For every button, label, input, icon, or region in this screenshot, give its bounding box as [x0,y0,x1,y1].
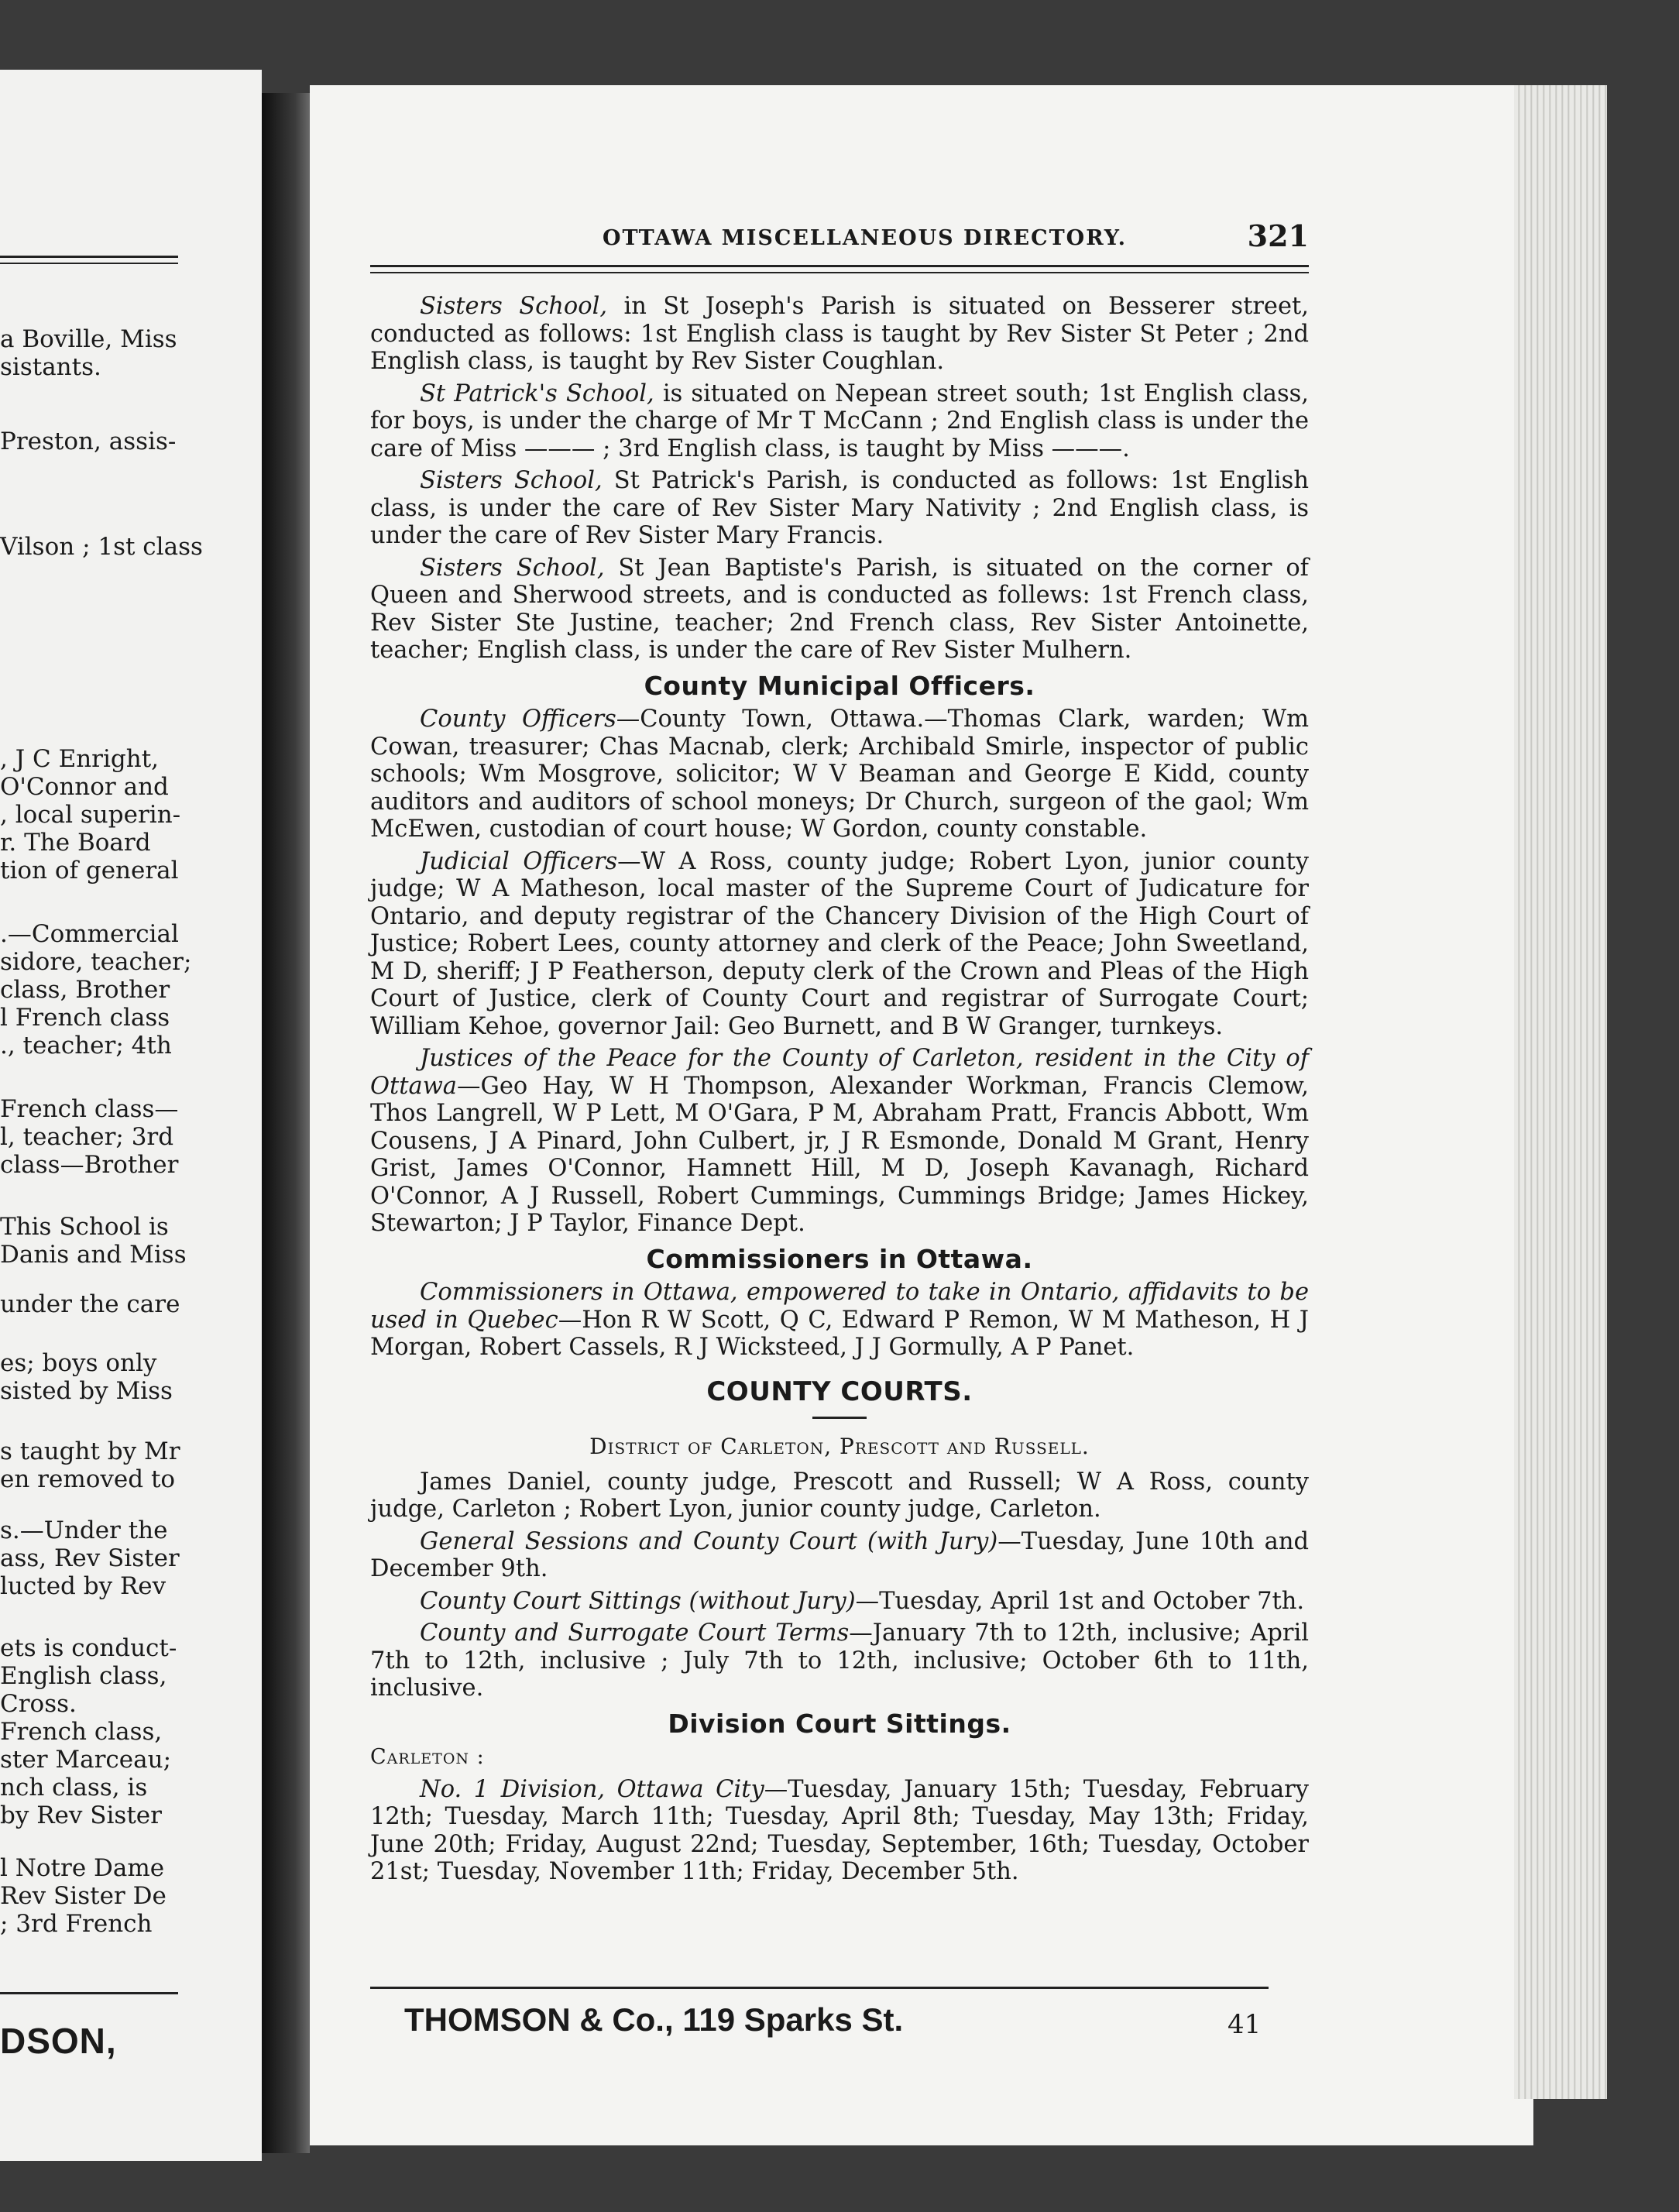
left-page-line: es; boys only [0,1349,157,1377]
left-page-footer: DSON, [0,2021,117,2061]
paragraph-sisters-school-st-patrick: Sisters School, St Patrick's Parish, is conducted as follows: 1st English class, is under the care of Rev Sister Mary Nativity ; 2nd English class, is under the care of Rev Sister Mary Francis. [370,467,1309,549]
subhead-carleton: Carleton : [370,1745,485,1769]
footer-advertisement: THOMSON & Co., 119 Sparks St. [404,2001,904,2038]
heading-county-courts: COUNTY COURTS. [706,1376,973,1407]
left-page-line: .—Commercial [0,920,179,948]
book-gutter [262,93,310,2153]
left-page-line: French class— [0,1095,179,1123]
left-page-line: l French class [0,1004,170,1032]
left-page-line: Rev Sister De [0,1882,167,1910]
paragraph-county-court-sittings: County Court Sittings (without Jury)—Tuesday, April 1st and October 7th. [420,1587,1305,1615]
left-page-line: Vilson ; 1st class [0,533,203,561]
left-page-line: s taught by Mr [0,1437,180,1465]
left-page-line: class—Brother [0,1151,179,1179]
left-page-line: sidore, teacher; [0,948,192,976]
page-header [370,218,1309,265]
paragraph-division-one: No. 1 Division, Ottawa City—Tuesday, January 15th; Tuesday, February 12th; Tuesday, March 11th; Tuesday, April 8th; Tuesday, May 13th; Friday, June 20th; Friday, August 22nd; Tuesday, September, 16th; Tuesday, October 21st; Tuesday, November 11th; Friday, December 5th. [370,1775,1309,1885]
left-page-line: r. The Board [0,829,151,857]
left-page-line: l Notre Dame [0,1854,165,1882]
paragraph-justices-of-the-peace: Justices of the Peace for the County of Carleton, resident in the City of Ottawa—Geo Hay, W H Thompson, Alexander Workman, Francis Clemow, Thos Langrell, W P Lett, M O'Gara, P M, Abraham Pratt, Francis Abbott, Wm Cousens, J A Pinard, John Culbert, jr, J R Esmonde, Donald M Grant, Henry Grist, James O'Connor, Hamnett Hill, M D, Joseph Kavanagh, Richard O'Connor, A J Russell, Robert Cummings, Cummings Bridge; James Hickey, Stewarton; J P Taylor, Finance Dept. [370,1045,1309,1237]
heading-county-municipal-officers: County Municipal Officers. [644,670,1035,701]
left-page-line: , J C Enright, [0,745,160,773]
left-page-line: sisted by Miss [0,1377,173,1405]
left-page-line: ; 3rd French [0,1910,153,1938]
heading-division-court-sittings: Division Court Sittings. [668,1708,1011,1739]
section-rule [812,1417,867,1419]
paragraph-general-sessions: General Sessions and County Court (with Jury)—Tuesday, June 10th and December 9th. [370,1527,1310,1582]
paragraph-sisters-school-st-joseph: Sisters School, in St Joseph's Parish is situated on Besserer street, conducted as follows: 1st English class is taught by Rev Sister St Peter ; 2nd English class, is taught by Rev Sister Coughlan. [370,293,1309,375]
left-page-line: Danis and Miss [0,1241,187,1269]
page-content [370,293,1309,1891]
heading-commissioners: Commissioners in Ottawa. [646,1243,1033,1274]
paragraph-court-terms: County and Surrogate Court Terms—January 7th to 12th, inclusive; April 7th to 12th, inclusive ; July 7th to 12th, inclusive; October 6th to 11th, inclusive. [370,1620,1309,1702]
running-head: OTTAWA MISCELLANEOUS DIRECTORY. [603,226,1128,250]
left-page-line: under the care [0,1290,180,1318]
left-page-line: en removed to [0,1465,176,1493]
left-page-line: sistants. [0,353,101,381]
left-page-line: This School is [0,1213,169,1241]
left-page-line: ster Marceau; [0,1746,172,1774]
left-page-line: s.—Under the [0,1516,168,1544]
left-page-line: Cross. [0,1690,77,1718]
left-page-line: a Boville, Miss [0,325,177,353]
district-heading: District of Carleton, Prescott and Russell. [589,1434,1090,1459]
paragraph-county-officers: County Officers—County Town, Ottawa.—Thomas Clark, warden; Wm Cowan, treasurer; Chas Macnab, clerk; Archibald Smirle, inspector of public schools; Wm Mosgrove, solicitor; W V Beaman and George E Kidd, county auditors and auditors of school moneys; Dr Church, surgeon of the gaol; Wm McEwen, custodian of court house; W Gordon, county constable. [370,706,1309,843]
left-page-line: English class, [0,1662,167,1690]
page-number: 321 [1247,218,1309,253]
left-page-line: ets is conduct- [0,1634,177,1662]
left-footer-rule [0,1992,178,1994]
paragraph-commissioners: Commissioners in Ottawa, empowered to take in Ontario, affidavits to be used in Quebec—Hon R W Scott, Q C, Edward P Remon, W M Matheson, H J Morgan, Robert Cassels, R J Wicksteed, J J Gormully, A P Panet. [370,1279,1309,1361]
left-page-line: class, Brother [0,976,170,1004]
paragraph-st-patricks-school: St Patrick's School, is situated on Nepean street south; 1st English class, for boys, is under the charge of Mr T McCann ; 2nd English class is under the care of Miss ——— ; 3rd English class, is taught by Miss ———. [370,380,1309,462]
page-edges [1514,85,1607,2099]
left-page-line: ., teacher; 4th [0,1032,172,1060]
signature-mark: 41 [1227,2009,1262,2040]
left-page-line: lucted by Rev [0,1572,167,1600]
left-page-line: by Rev Sister [0,1802,162,1829]
left-header-rule [0,256,178,264]
left-page-line: French class, [0,1718,163,1746]
paragraph-county-judges: James Daniel, county judge, Prescott and Russell; W A Ross, county judge, Carleton ; Robert Lyon, junior county judge, Carleton. [370,1468,1309,1523]
paragraph-judicial-officers: Judicial Officers—W A Ross, county judge; Robert Lyon, junior county judge; W A Matheson, local master of the Supreme Court of Judicature for Ontario, and deputy registrar of the Chancery Division of the High Court of Justice; Robert Lees, county attorney and clerk of the Peace; John Sweetland, M D, sheriff; J P Featherson, deputy clerk of the Crown and Pleas of the High Court of Justice, clerk of County Court and registrar of Surrogate Court; William Kehoe, governor Jail: Geo Burnett, and B W Granger, turnkeys. [370,847,1310,1040]
left-page-line: ass, Rev Sister [0,1544,180,1572]
left-page-line: tion of general [0,857,179,884]
left-page-line: nch class, is [0,1774,148,1802]
header-rule [370,265,1309,273]
left-facing-page [0,70,262,2161]
left-page-line: , local superin- [0,801,181,829]
left-page-line: O'Connor and [0,773,169,801]
left-page-line: l, teacher; 3rd [0,1123,174,1151]
footer-rule [370,1987,1269,1989]
left-page-line: Preston, assis- [0,428,177,455]
paragraph-sisters-school-st-jean: Sisters School, St Jean Baptiste's Parish, is situated on the corner of Queen and Sherwood streets, and is conducted as follews: 1st French class, Rev Sister Ste Justine, teacher; 2nd French class, Rev Sister Antoinette, teacher; English class, is under the care of Rev Sister Mulhern. [370,554,1309,664]
